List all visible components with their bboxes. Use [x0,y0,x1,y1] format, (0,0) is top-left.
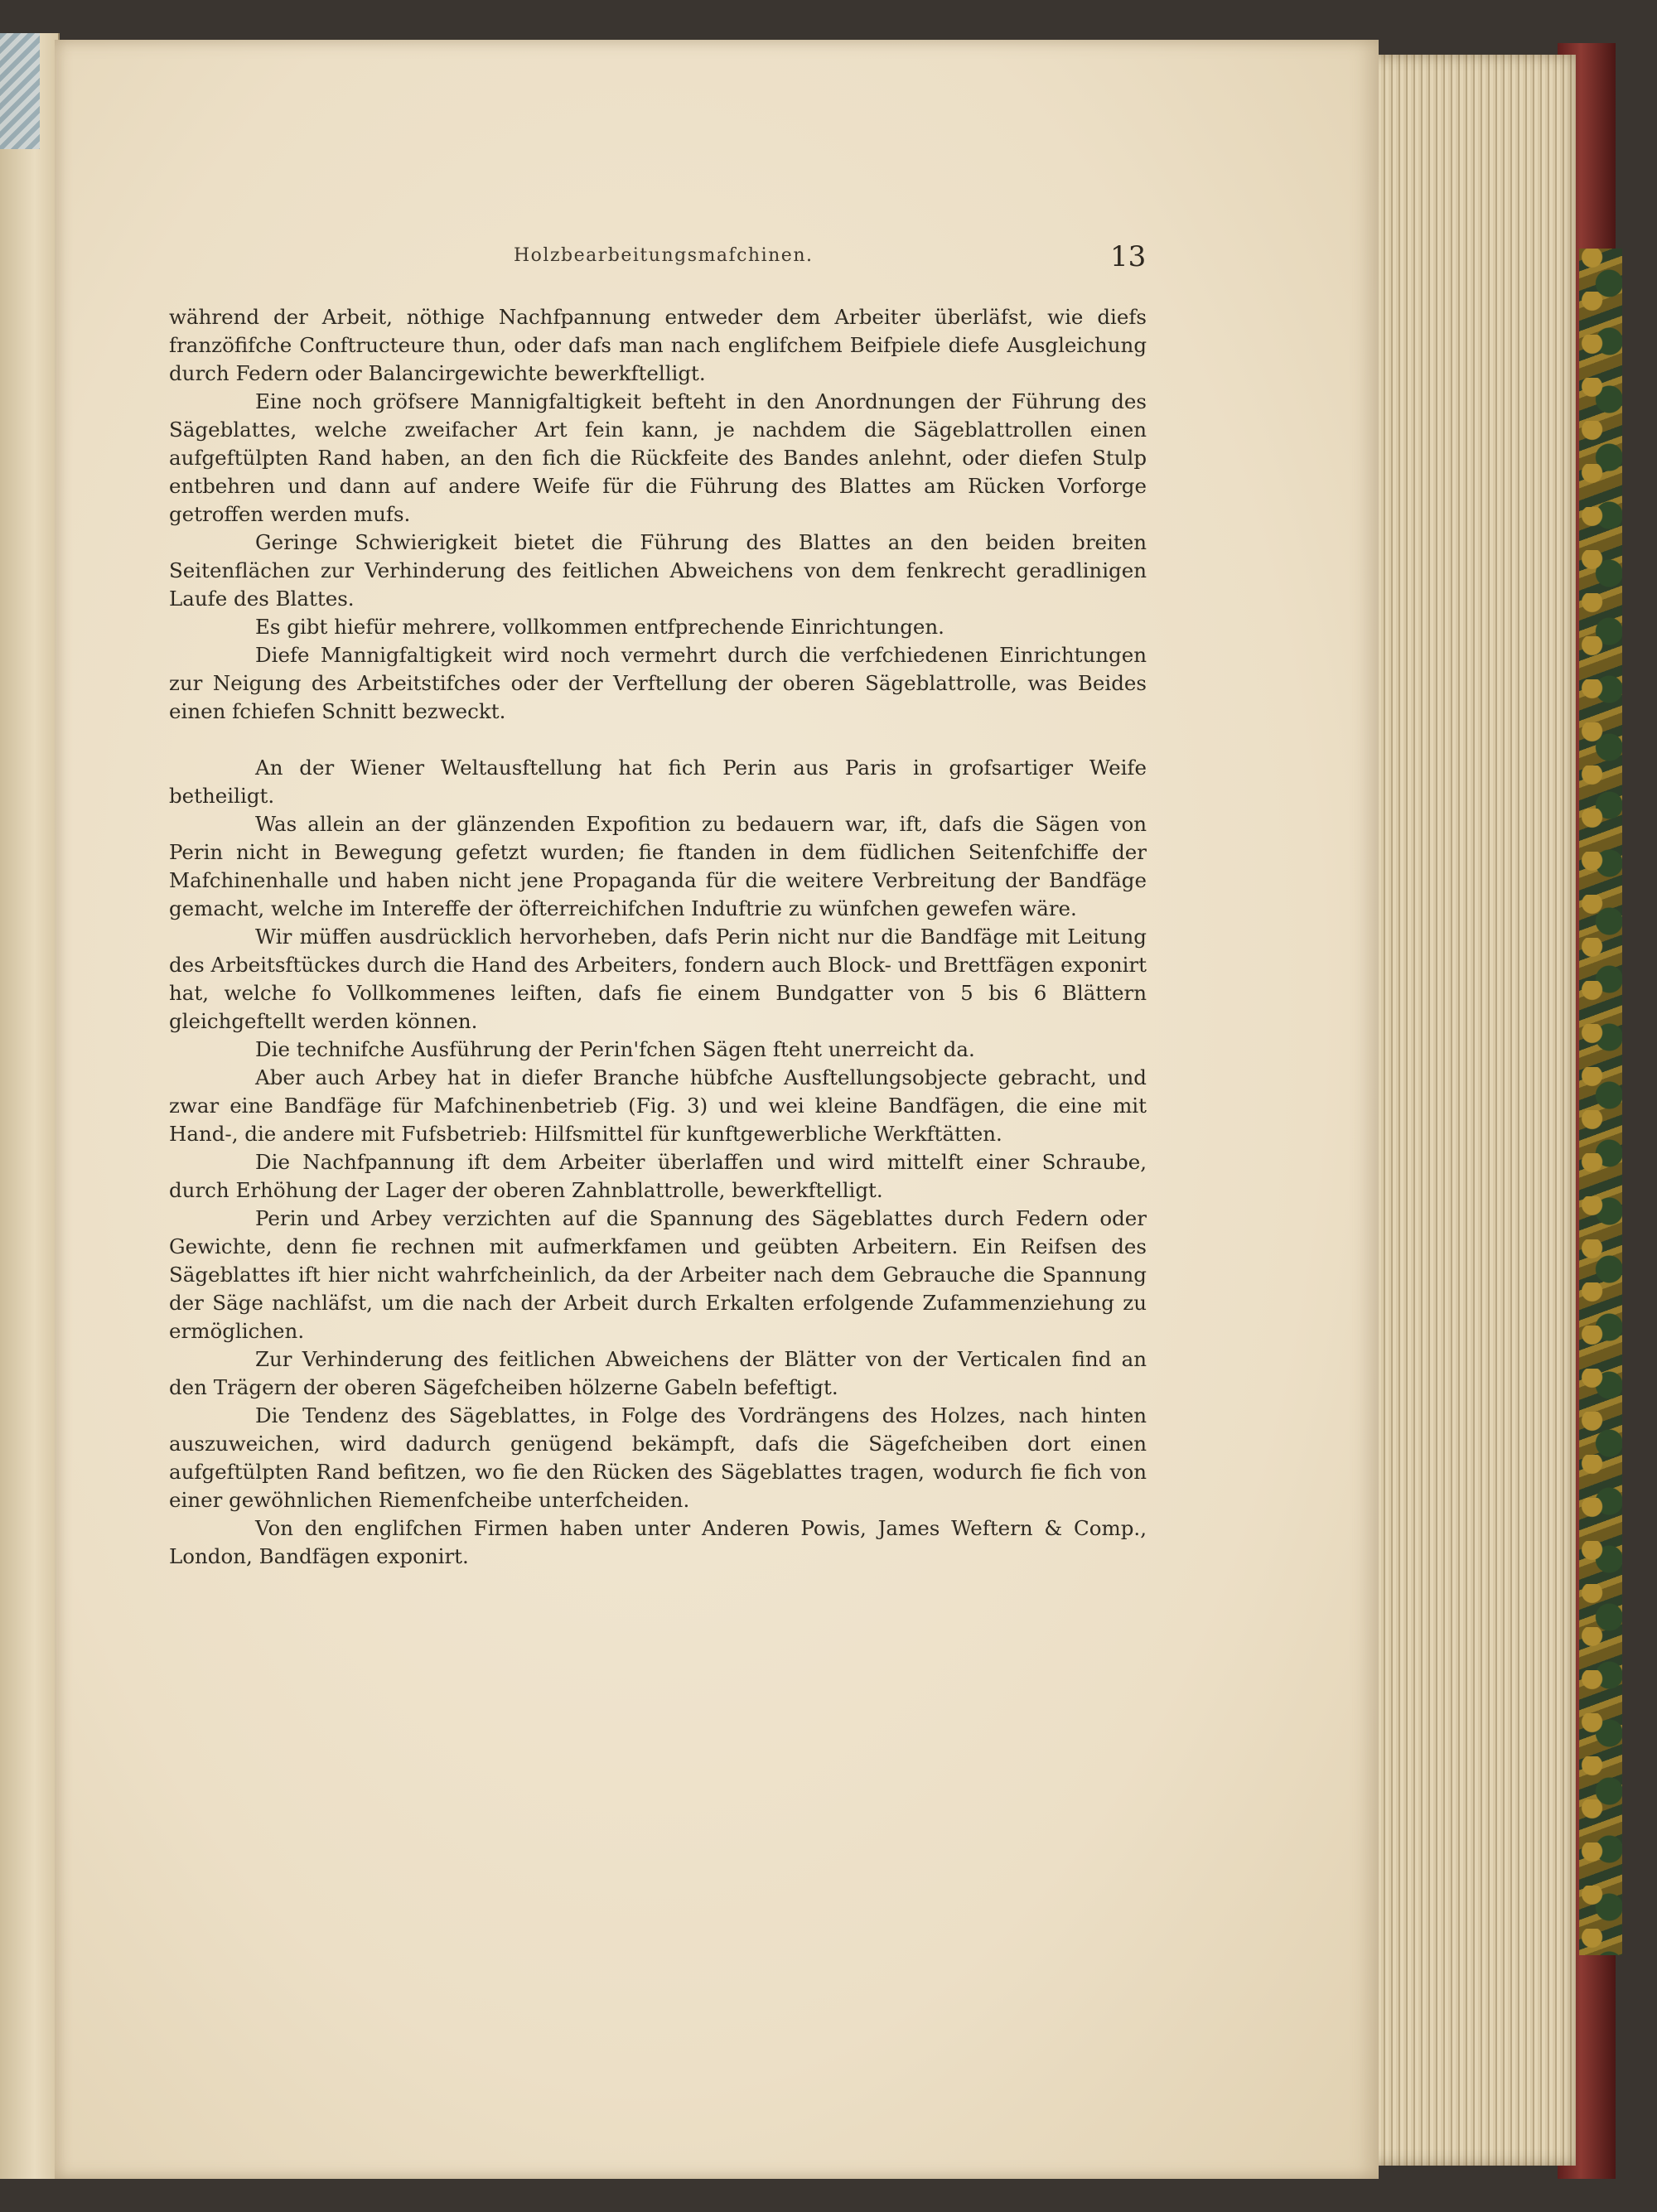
paragraph: Zur Verhinderung des feitlichen Abweichens der Blätter von der Verticalen find an den Trägern der oberen Sägefcheiben hölzerne Gabeln befeftigt. [169,1347,1147,1399]
paragraph: Aber auch Arbey hat in diefer Branche hübfche Ausftellungsobjecte gebracht, und zwar eine Bandfäge für Mafchinenbetrieb (Fig. 3) und wei kleine Bandfägen, die eine mit Hand-, die andere mit Fufsbetrieb: Hilfsmittel für kunftgewerbliche Werkftätten. [169,1065,1147,1146]
paragraph: Wir müffen ausdrücklich hervorheben, dafs Perin nicht nur die Bandfäge mit Leitung des Arbeitsftückes durch die Hand des Arbeiters, fondern auch Block- und Brettfägen exponirt hat, welche fo Vollkommenes leiften, dafs fie einem Bundgatter von 5 bis 6 Blättern gleichgeftellt werden können. [169,925,1147,1033]
paragraph: Geringe Schwierigkeit bietet die Führung des Blattes an den beiden breiten Seitenflächen zur Verhinderung des feitlichen Abweichens von dem fenkrecht geradlinigen Laufe des Blattes. [169,530,1147,611]
running-head: Holzbearbeitungsmafchinen. [514,245,814,266]
paragraph: Die Tendenz des Sägeblattes, in Folge des Vordrängens des Holzes, nach hinten auszuweichen, wird dadurch genügend bekämpft, dafs die Sägefcheiben dort einen aufgeftülpten Rand befitzen, wo fie den Rücken des Sägeblattes tragen, wodurch fie fich von einer gewöhnlichen Riemenfcheibe unterfcheiden. [169,1403,1147,1512]
paragraph: während der Arbeit, nöthige Nachfpannung entweder dem Arbeiter überläfst, wie diefs franzöfifche Conftructeure thun, oder dafs man nach englifchem Beifpiele diefe Ausgleichung durch Federn oder Balancirgewichte bewerkftelligt. [169,305,1147,385]
paragraph: Die technifche Ausführung der Perin'fchen Sägen fteht unerreicht da. [255,1037,975,1061]
paragraph: Von den englifchen Firmen haben unter Anderen Powis, James Weftern & Comp., London, Bandfägen exponirt. [169,1516,1147,1568]
paragraph: Diefe Mannigfaltigkeit wird noch vermehrt durch die verfchiedenen Einrichtungen zur Neigung des Arbeitstifches oder der Verftellung der oberen Sägeblattrolle, was Beides einen fchiefen Schnitt bezweckt. [169,643,1147,723]
paragraph: An der Wiener Weltausftellung hat fich Perin aus Paris in grofsartiger Weife betheiligt. [169,756,1147,808]
left-page-edge [0,33,60,2179]
paragraph: Eine noch gröfsere Mannigfaltigkeit befteht in den Anordnungen der Führung des Sägeblattes, welche zweifacher Art fein kann, je nachdem die Sägeblattrollen einen aufgeftülpten Rand haben, an den fich die Rückfeite des Bandes anlehnt, oder diefen Stulp entbehren und dann auf andere Weife für die Führung des Blattes am Rücken Vorforge getroffen werden mufs. [169,389,1147,526]
paragraph: Perin und Arbey verzichten auf die Spannung des Sägeblattes durch Federn oder Gewichte, denn fie rechnen mit aufmerkfamen und geübten Arbeitern. Ein Reifsen des Sägeblattes ift hier nicht wahrfcheinlich, da der Arbeiter nach dem Gebrauche die Spannung der Säge nachläfst, um die nach der Arbeit durch Erkalten erfolgende Zufammenziehung zu ermöglichen. [169,1206,1147,1343]
section-gap [169,726,1147,754]
page-number: 13 [1110,240,1147,273]
left-binding-cloth [0,33,40,149]
marbled-cover [1579,249,1622,1955]
paragraph: Was allein an der glänzenden Expofition zu bedauern war, ift, dafs die Sägen von Perin nicht in Bewegung gefetzt wurden; fie ftanden in dem füdlichen Seitenfchiffe der Mafchinenhalle und haben nicht jene Propaganda für die weitere Verbreitung der Bandfäge gemacht, welche im Intereffe der öfterreichifchen Induftrie zu wünfchen gewefen wäre. [169,812,1147,920]
page-stack-edge [1359,55,1576,2166]
paragraph: Es gibt hiefür mehrere, vollkommen entfprechende Einrichtungen. [255,615,944,639]
paragraph: Die Nachfpannung ift dem Arbeiter überlaffen und wird mittelft einer Schraube, durch Erhöhung der Lager der oberen Zahnblattrolle, bewerkftelligt. [169,1150,1147,1202]
body-text [169,303,1147,1571]
